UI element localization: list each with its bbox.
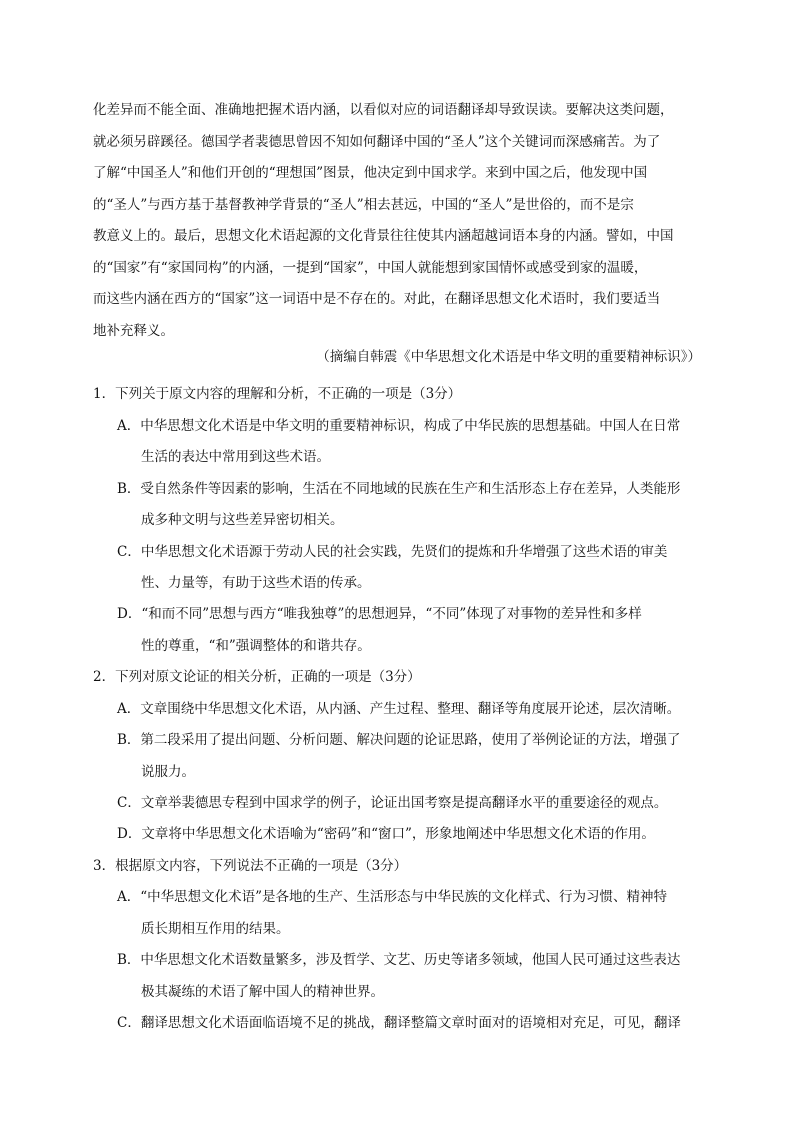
- question-3-option-a: A．“中华思想文化术语”是各地的生产、生活形态与中华民族的文化样式、行为习惯、精神特: [117, 889, 668, 905]
- passage-line: 的“国家”有“家国同构”的内涵，一提到“国家”，中国人就能想到家国情怀或感受到家的温暖，: [93, 259, 648, 276]
- question-2-stem: 2．下列对原文论证的相关分析，正确的一项是（3分）: [93, 669, 421, 685]
- question-3-option-b: B．中华思想文化术语数量繁多，涉及哲学、文艺、历史等诸多领域，他国人民可通过这些表达: [117, 952, 681, 968]
- question-2-option-c: C．文章举裴德思专程到中国求学的例子，论证出国考察是提高翻译水平的重要途径的观点。: [117, 795, 668, 811]
- passage-line: 而这些内涵在西方的“国家”这一词语中是不存在的。对此，在翻译思想文化术语时，我们要适当: [93, 291, 661, 307]
- passage-line: 化差异而不能全面、准确地把握术语内涵，以看似对应的词语翻译却导致误读。要解决这类问题，: [93, 102, 674, 118]
- question-3-option-b-cont: 极其凝练的术语了解中国人的精神世界。: [141, 984, 384, 1000]
- passage-line: 教意义上的。最后，思想文化术语起源的文化背景往往使其内涵超越词语本身的内涵。譬如，中国: [93, 228, 674, 244]
- question-1-option-c-cont: 性、力量等，有助于这些术语的传承。: [141, 575, 371, 591]
- passage-line: 的“圣人”与西方基于基督教神学背景的“圣人”相去甚远，中国的“圣人”是世俗的，而不是宗: [93, 196, 634, 213]
- question-3-option-c: C．翻译思想文化术语面临语境不足的挑战，翻译整篇文章时面对的语境相对充足，可见，翻译: [117, 1015, 681, 1031]
- question-1-option-d: D．“和而不同”思想与西方“唯我独尊”的思想迥异，“不同”体现了对事物的差异性和多样: [117, 606, 642, 622]
- question-1-option-b: B．受自然条件等因素的影响，生活在不同地域的民族在生产和生活形态上存在差异，人类能形: [117, 481, 681, 497]
- question-1-option-a: A．中华思想文化术语是中华文明的重要精神标识，构成了中华民族的思想基础。中国人在日常: [117, 418, 681, 434]
- question-2-option-b-cont: 说服力。: [141, 764, 195, 780]
- question-2-option-d: D．文章将中华思想文化术语喻为“密码”和“窗口”，形象地阐述中华思想文化术语的作用。: [117, 826, 655, 842]
- question-3-option-a-cont: 质长期相互作用的结果。: [141, 921, 290, 937]
- passage-paragraph: [93, 95, 701, 347]
- passage-line: 就必须另辟蹊径。德国学者裴德思曾因不知如何翻译中国的“圣人”这个关键词而深感痛苦。为了: [93, 133, 661, 150]
- question-3-stem: 3．根据原文内容，下列说法不正确的一项是（3分）: [93, 858, 408, 874]
- passage-line: 地补充释义。: [93, 322, 174, 339]
- question-1-stem: 1．下列关于原文内容的理解和分析，不正确的一项是（3分）: [93, 386, 462, 402]
- question-2-option-a: A．文章围绕中华思想文化术语，从内涵、产生过程、整理、翻译等角度展开论述，层次清晰。: [117, 701, 681, 717]
- question-1-option-a-cont: 生活的表达中常用到这些术语。: [141, 449, 330, 465]
- source-citation: （摘编自韩震《中华思想文化术语是中华文明的重要精神标识》）: [316, 349, 701, 365]
- passage-line: 了解“中国圣人”和他们开创的“理想国”图景，他决定到中国求学。来到中国之后，他发现中国: [93, 165, 648, 181]
- question-1-option-b-cont: 成多种文明与这些差异密切相关。: [141, 512, 344, 528]
- question-1-option-c: C．中华思想文化术语源于劳动人民的社会实践，先贤们的提炼和升华增强了这些术语的审美: [117, 544, 668, 560]
- question-2-option-b: B．第二段采用了提出问题、分析问题、解决问题的论证思路，使用了举例论证的方法，增强了: [117, 732, 681, 748]
- question-1-option-d-cont: 性的尊重，“和”强调整体的和谐共存。: [141, 638, 371, 654]
